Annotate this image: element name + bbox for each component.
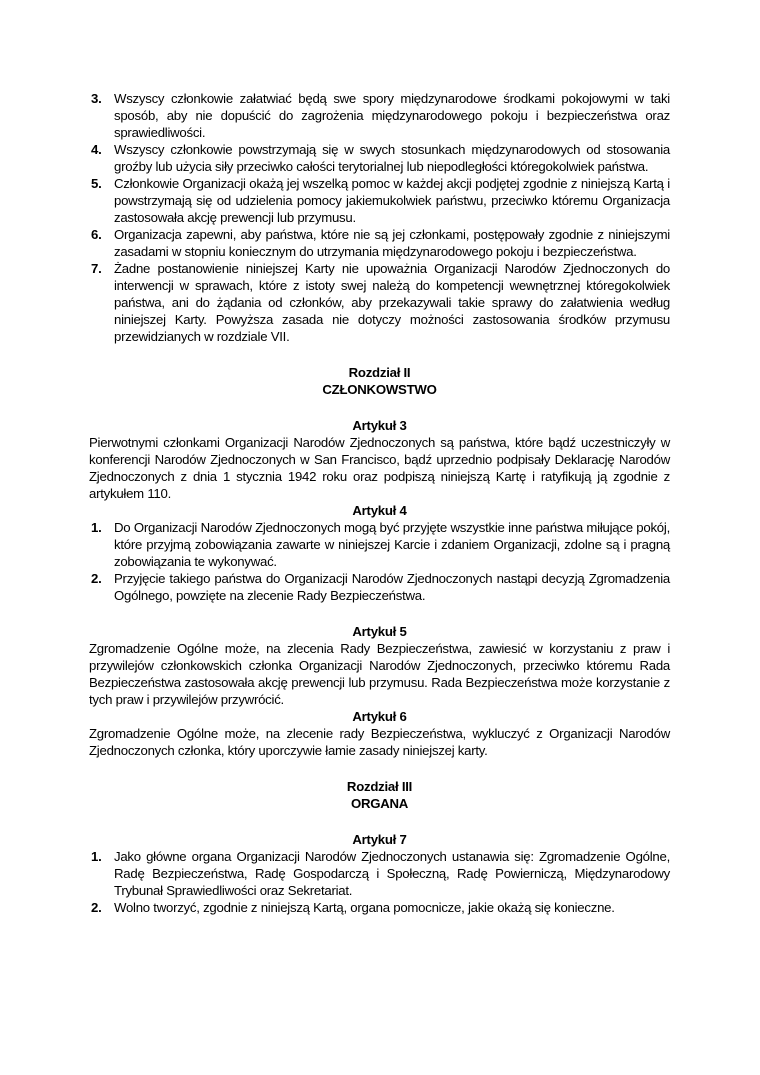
list-item xyxy=(89,570,670,604)
chapter-3-title: ORGANA xyxy=(350,796,409,811)
list-item xyxy=(89,848,670,899)
list-item xyxy=(89,899,670,916)
item-number: 2. xyxy=(91,900,102,915)
item-text: Przyjęcie takiego państwa do Organizacji Narodów Zjednoczonych nastąpi decyzją Zgromadzenia Ogólnego, powzięte na zlecenie Rady Bezpieczeństwa. xyxy=(114,571,670,603)
document-page xyxy=(89,90,670,916)
article-6-heading: Artykuł 6 xyxy=(352,709,407,724)
item-text: Jako główne organa Organizacji Narodów Zjednoczonych ustanawia się: Zgromadzenie Ogólne, Radę Bezpieczeństwa, Radę Gospodarczą i Społeczną, Radę Powierniczą, Międzynarodowy Trybunał Sprawiedliwości oraz Sekretariat. xyxy=(114,849,670,898)
item-text: Żadne postanowienie niniejszej Karty nie upoważnia Organizacji Narodów Zjednoczonych do interwencji w sprawach, które z istoty swej należą do kompetencji wewnętrznej któregokolwiek państwa, ani do żądania od członków, aby przekazywali takie sprawy do załatwienia według niniejszej Karty. Powyższa zasada nie dotyczy możności zastosowania środków przymusu przewidzianych w rozdziale VII. xyxy=(114,261,670,344)
article-3-heading: Artykuł 3 xyxy=(352,418,407,433)
item-number: 7. xyxy=(91,261,102,276)
article-6-text: Zgromadzenie Ogólne może, na zlecenie rady Bezpieczeństwa, wykluczyć z Organizacji Narodów Zjednoczonych członka, który uporczywie łamie zasady niniejszej karty. xyxy=(89,726,670,758)
item-number: 1. xyxy=(91,520,102,535)
item-text: Do Organizacji Narodów Zjednoczonych mogą być przyjęte wszystkie inne państwa miłujące pokój, które przyjmą zobowiązania zawarte w niniejszej Karcie i zdaniem Organizacji, zdolne są i pragną zobowiązania te wykonywać. xyxy=(114,520,670,569)
list-item xyxy=(89,519,670,570)
list-item xyxy=(89,226,670,260)
item-text: Wolno tworzyć, zgodnie z niniejszą Kartą, organa pomocnicze, jakie okażą się konieczne. xyxy=(114,900,615,915)
item-number: 2. xyxy=(91,571,102,586)
item-text: Organizacja zapewni, aby państwa, które nie są jej członkami, postępowały zgodnie z niniejszymi zasadami w stopniu koniecznym do utrzymania międzynarodowego pokoju i bezpieczeństwa. xyxy=(114,227,670,259)
article-4-heading: Artykuł 4 xyxy=(352,503,407,518)
list-item xyxy=(89,90,670,141)
item-text: Wszyscy członkowie powstrzymają się w swych stosunkach międzynarodowych od stosowania groźby lub użycia siły przeciwko całości terytorialnej lub niepodległości któregokolwiek państwa. xyxy=(114,142,670,174)
article-5-text: Zgromadzenie Ogólne może, na zlecenia Rady Bezpieczeństwa, zawiesić w korzystaniu z praw i przywilejów członkowskich członka Organizacji Narodów Zjednoczonych, przeciwko któremu Rada Bezpieczeństwa zastosowała akcję prewencji lub przymusu. Rada Bezpieczeństwa może korzystanie z tych praw i przywilejów przywrócić. xyxy=(89,641,670,707)
list-item xyxy=(89,175,670,226)
item-number: 4. xyxy=(91,142,102,157)
article-4-list xyxy=(89,519,670,604)
item-number: 6. xyxy=(91,227,102,242)
chapter-3-heading: Rozdział III xyxy=(346,779,413,794)
chapter-2-heading: Rozdział II xyxy=(348,365,411,380)
principles-list xyxy=(89,90,670,345)
article-7-heading: Artykuł 7 xyxy=(352,832,407,847)
article-5-heading: Artykuł 5 xyxy=(352,624,407,639)
article-3-text: Pierwotnymi członkami Organizacji Narodów Zjednoczonych są państwa, które bądź uczestniczyły w konferencji Narodów Zjednoczonych w San Francisco, bądź uprzednio podpisały Deklarację Narodów Zjednoczonych z dnia 1 stycznia 1942 roku oraz podpiszą niniejszą Kartę i ratyfikują ją zgodnie z artykułem 110. xyxy=(89,435,670,501)
list-item xyxy=(89,141,670,175)
chapter-2-title: CZŁONKOWSTWO xyxy=(322,382,437,397)
list-item xyxy=(89,260,670,345)
item-number: 3. xyxy=(91,91,102,106)
article-7-list xyxy=(89,848,670,916)
item-number: 5. xyxy=(91,176,102,191)
item-number: 1. xyxy=(91,849,102,864)
item-text: Wszyscy członkowie załatwiać będą swe spory międzynarodowe środkami pokojowymi w taki sposób, aby nie dopuścić do zagrożenia międzynarodowego pokoju i bezpieczeństwa oraz sprawiedliwości. xyxy=(114,91,670,140)
item-text: Członkowie Organizacji okażą jej wszelką pomoc w każdej akcji podjętej zgodnie z niniejszą Kartą i powstrzymają się od udzielenia pomocy jakiemukolwiek państwu, przeciwko któremu Organizacja zastosowała akcję prewencji lub przymusu. xyxy=(114,176,670,225)
